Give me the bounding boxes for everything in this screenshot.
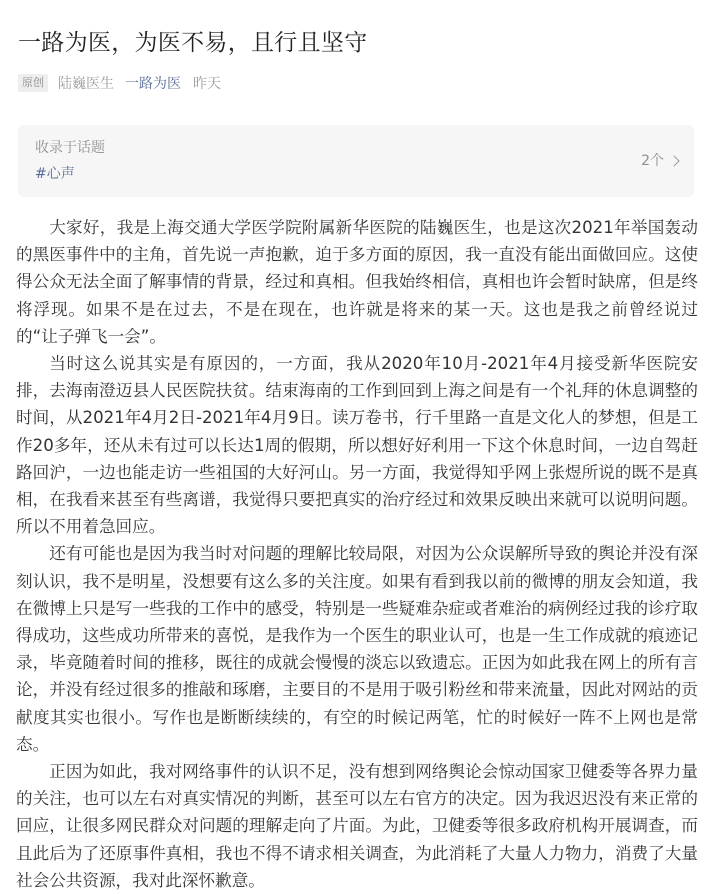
topic-label: 收录于话题 xyxy=(35,140,105,156)
paragraph: 当时这么说其实是有原因的，一方面，我从2020年10月-2021年4月接受新华医院安排，去海南澄迈县人民医院扶贫。结束海南的工作到回到上海之间是有一个礼拜的休息调整的时间，从2021年4月2日-2021年4月9日。读万卷书，行千里路一直是文化人的梦想，但是工作20多年，还从未有过可以长达1周的假期，所以想好好利用一下这个休息时间，一边自驾赶路回沪，一边也能走访一些祖国的大好河山。另一方面，我觉得知乎网上张煜所说的既不是真相，在我看来甚至有些离谱，我觉得只要把真实的治疗经过和效果反映出来就可以说明问题。所以不用着急回应。 xyxy=(16,354,698,537)
chevron-right-icon xyxy=(668,155,679,166)
topic-card[interactable] xyxy=(18,125,694,197)
article-meta xyxy=(18,73,221,93)
original-badge: 原创 xyxy=(18,74,48,92)
topic-tag[interactable]: #心声 xyxy=(35,166,75,182)
paragraph: 正因为如此，我对网络事件的认识不足，没有想到网络舆论会惊动国家卫健委等各界力量的关注，也可以左右对真实情况的判断，甚至可以左右官方的决定。因为我迟迟没有来正常的回应，让很多网民群众对问题的理解走向了片面。为此，卫健委等很多政府机构开展调查，而且此后为了还原事件真相，我也不得不请求相关调查，为此消耗了大量人力物力，消费了大量社会公共资源，我对此深怀歉意。 xyxy=(16,762,698,890)
author-name: 陆巍医生 xyxy=(58,76,114,92)
paragraph: 还有可能也是因为我当时对问题的理解比较局限，对因为公众误解所导致的舆论并没有深刻认识，我不是明星，没想要有这么多的关注度。如果有看到我以前的微博的朋友会知道，我在微博上只是写一些我的工作中的感受，特别是一些疑难杂症或者难治的病例经过我的诊疗取得成功，这些成功所带来的喜悦，是我作为一个医生的职业认可，也是一生工作成就的痕迹记录，毕竟随着时间的推移，既往的成就会慢慢的淡忘以致遗忘。正因为如此我在网上的所有言论，并没有经过很多的推敲和琢磨，主要目的不是用于吸引粉丝和带来流量，因此对网站的贡献度其实也很小。写作也是断断续续的，有空的时候记两笔，忙的时候好一阵不上网也是常态。 xyxy=(16,544,698,754)
publish-date: 昨天 xyxy=(193,76,221,92)
topic-count: 2个 xyxy=(641,153,664,169)
account-link[interactable]: 一路为医 xyxy=(125,76,181,92)
topic-count-link[interactable] xyxy=(641,152,678,170)
article-body xyxy=(16,214,698,894)
paragraph: 大家好，我是上海交通大学医学院附属新华医院的陆巍医生，也是这次2021年举国轰动的黑医事件中的主角，首先说一声抱歉，迫于多方面的原因，我一直没有能出面做回应。这使得公众无法全面了解事情的背景，经过和真相。但我始终相信，真相也许会暂时缺席，但是终将浮现。如果不是在过去，不是在现在，也许就是将来的某一天。这也是我之前曾经说过的“让子弹飞一会”。 xyxy=(16,218,698,346)
article-title: 一路为医，为医不易，且行且坚守 xyxy=(18,30,368,56)
